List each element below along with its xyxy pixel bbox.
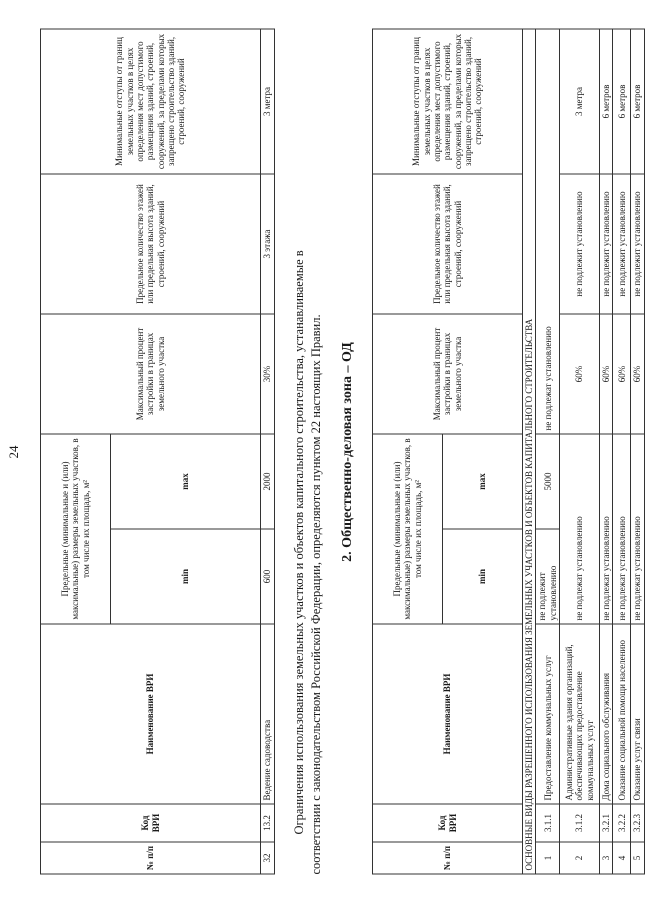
col-floors-header: Предельное количество этажей или предельная высота зданий, строений, сооружений	[41, 174, 261, 314]
col-setback-header: Минимальные отступы от границ земельных участков в целях определения мест допустимого размещения зданий, строений, сооружений, за пределами которых запрещено строительство зданий, строений, сооружений	[41, 29, 261, 174]
table-row: 3 3.2.1 Дома социального обслуживания не подлежат установлению 60% не подлежит установлению 6 метров	[600, 29, 613, 874]
col-percent-header: Максимальный процент застройки в границах земельного участка	[41, 314, 261, 434]
col-size-header: Предельные (минимальные и (или) максимальные) размеры земельных участков, в том числе их площадь, м²	[41, 434, 111, 624]
col-num-header: № п/п	[41, 842, 261, 874]
table-row: 2 3.1.2 Административные здания организаций, обеспечивающих предоставление коммунальных услуг не подлежат установлению 60% не подлежит установлению 3 метра	[560, 29, 600, 874]
land-use-table-1	[40, 29, 275, 875]
col-name-header: Наименование ВРИ	[41, 624, 261, 804]
col-min-header: min	[111, 529, 261, 624]
table-row: 1 3.1.1 Предоставление коммунальных услуг не подлежит установлению 5000 не подлежат установлению	[536, 29, 560, 874]
page-number: 24	[6, 445, 21, 459]
land-use-table-2: № п/п Код ВРИ Наименование ВРИ Предельные (минимальные и (или) максимальные) размеры земельных участков, в том числе их площадь, м² Максимальный процент застройки в границах земельного участка Предельное количество этажей или предельная высота зданий, строений, сооружений Минимальные отступы от границ земельных участков в целях определения мест допустимого размещения зданий, строений, сооружений, за пределами которых запрещено строительство зданий, строений, сооружений min max ОСНОВНЫЕ ВИДЫ РАЗРЕШЕННОГО ИСПОЛЬЗОВАНИЯ ЗЕМЕЛЬНЫХ УЧАСТКОВ И ОБЪЕКТОВ КАПИТАЛЬНОГО СТРОИТЕЛЬСТВА 1 3.1.1 Предоставление коммунальных услуг не подлежит установлению 5000 не подлежат установлению 2 3.1.2 Административные здания организаций, обеспечивающих предоставление коммунальных услуг не подлежат установлению 60% не подлежит установлению 3 метра 3 3.2.1 Дома социального обслуживания не подлежат установлению 60% не подлежит установлению 6 метров 4 3.2.2 Оказание социальной помощи населению не подлежат установлению 60% не подлежит установлению 6 метров 5 3.2.3 Оказание услуг связи не подлежат установлению 60% не подлежит установлению 6 метров	[372, 29, 645, 875]
section-row: ОСНОВНЫЕ ВИДЫ РАЗРЕШЕННОГО ИСПОЛЬЗОВАНИЯ ЗЕМЕЛЬНЫХ УЧАСТКОВ И ОБЪЕКТОВ КАПИТАЛЬНОГО СТРОИТЕЛЬСТВА	[523, 29, 536, 874]
col-max-header: max	[111, 434, 261, 529]
table-row: 32 13.2 Ведение садоводства 600 2000 30% 3 этажа 3 метра	[261, 29, 275, 874]
col-code-header: Код ВРИ	[41, 804, 261, 842]
restrictions-paragraph: Ограничения использования земельных участков и объектов капитального строительства, устанавливаемые в	[292, 250, 306, 835]
section-heading: 2. Общественно-деловая зона – ОД	[340, 342, 355, 562]
table-row: 4 3.2.2 Оказание социальной помощи населению не подлежат установлению 60% не подлежит установлению 6 метров	[613, 29, 631, 874]
table-row: 5 3.2.3 Оказание услуг связи не подлежат установлению 60% не подлежит установлению 6 метров	[631, 29, 644, 874]
restrictions-paragraph-cont: соответствии с законодательством Российской Федерации, определяются пунктом 22 настоящих Правил.	[309, 314, 323, 875]
